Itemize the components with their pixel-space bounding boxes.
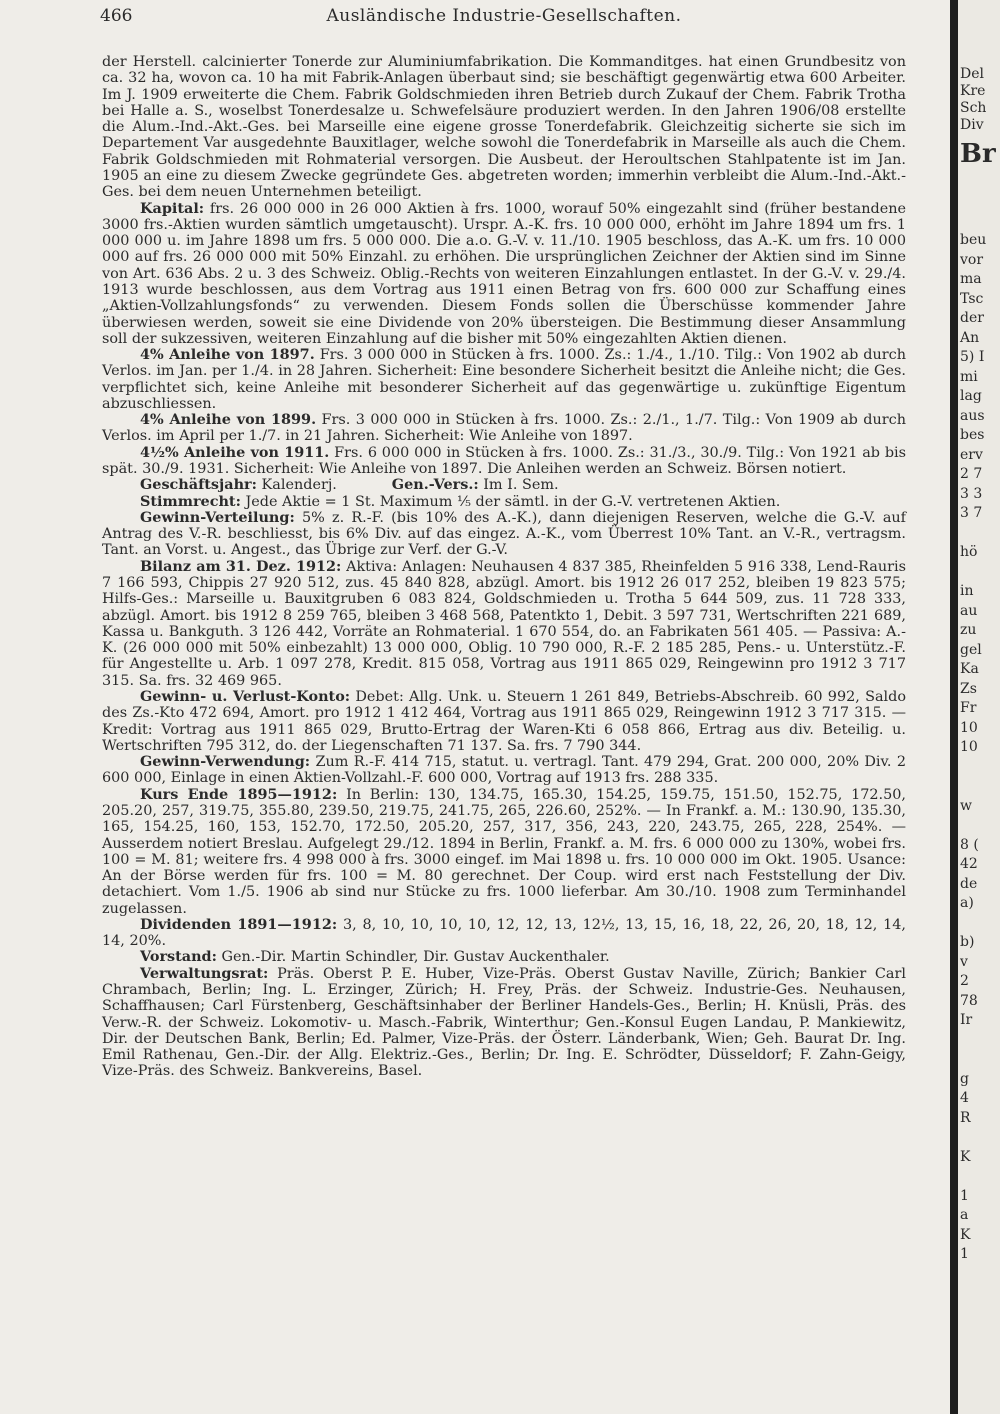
anleihe-1899-section <box>102 412 906 445</box>
next-page-fragment: vor <box>960 251 984 268</box>
verwaltungsrat-section <box>102 966 906 1080</box>
next-page-fragment: a <box>960 1207 969 1223</box>
kapital-label: Kapital: <box>140 199 205 217</box>
anleihe-1899-text: Frs. 3 000 000 in Stücken à frs. 1000. Zs.: 2./1., 1./7. Tilg.: Von 1909 ab durch Verlos. im April per 1./7. in 21 Jahren. Sicherheit: Wie Anleihe von 1897. <box>102 412 906 445</box>
geschaeftsjahr-label: Geschäftsjahr: <box>140 476 257 494</box>
next-page-fragment: Ir <box>960 1012 973 1028</box>
stimmrecht-label: Stimmrecht: <box>140 492 241 510</box>
dividenden-label: Dividenden 1891—1912: <box>140 915 338 933</box>
running-title: Ausländische Industrie-Gesellschaften. <box>326 6 682 26</box>
page-number: 466 <box>100 6 133 26</box>
next-page-fragment: gel <box>960 641 982 658</box>
verwaltungsrat-text: Präs. Oberst P. E. Huber, Vize-Präs. Oberst Gustav Naville, Zürich; Bankier Carl Chrambach, Berlin; Ing. L. Erzinger, Zürich; H. Frey, Präs. der Schweiz. Industrie-Ges. Neuhausen, Schaffhausen; Carl Fürstenberg, Geschäftsinhaber der Berliner Handels-Ges., Berlin; H. Knüsli, Präs. des Verw.-R. der Schweiz. Lokomotiv- u. Masch.-Fabrik, Winterthur; Gen.-Konsul Eugen Landau, P. Mankiewitz, Dir. der Deutschen Bank, Berlin; Ed. Palmer, Vize-Präs. der Österr. Länderbank, Wien; Geh. Baurat Dr. Ing. Emil Rathenau, Gen.-Dir. der Allg. Elektriz.-Ges., Berlin; Dr. Ing. E. Schrödter, Düsseldorf; F. Zahn-Geigy, Vize-Präs. des Schweiz. Bankvereins, Basel. <box>102 965 906 1080</box>
next-page-fragment: w <box>960 797 972 814</box>
next-page-fragment: 4 <box>960 1090 969 1106</box>
book-gutter <box>950 0 958 1414</box>
anleihe-1911-label: 4½% Anleihe von 1911. <box>140 443 330 461</box>
vorstand-section <box>102 949 906 965</box>
next-page-fragment: erv <box>960 446 983 463</box>
kurs-text: In Berlin: 130, 134.75, 165.30, 154.25, 159.75, 151.50, 152.75, 172.50, 205.20, 257, 319.75, 355.80, 239.50, 219.75, 241.75, 265, 226.60, 252%. — In Frankf. a. M.: 130.90, 135.30, 165, 154.25, 160, 153, 152.70, 172.50, 205.20, 257, 317, 356, 243, 220, 243.75, 265, 228, 254%. — Ausserdem notiert Breslau. Aufgelegt 29./12. 1894 in Berlin, Frankf. a. M. frs. 6 000 000 zu 130%, wobei frs. 100 = M. 81; weitere frs. 4 998 000 à frs. 3000 eingef. im Mai 1898 u. frs. 10 000 000 im Okt. 1905. Usance: An der Börse werden für frs. 100 = M. 80 gerechnet. Der Coup. wird erst nach Feststellung der Div. detachiert. Vom 1./5. 1906 ab sind nur Stücke zu frs. 1000 lieferbar. Am 30./10. 1908 zum Terminhandel zugelassen. <box>102 786 906 917</box>
anleihe-1899-label: 4% Anleihe von 1899. <box>140 411 317 429</box>
next-page-fragment: An <box>960 329 980 346</box>
next-page-fragment: 2 <box>960 973 969 989</box>
next-page-fragment: 10 <box>960 719 978 736</box>
next-page-fragment: 3 7 <box>960 505 983 521</box>
anleihe-1897-section <box>102 347 906 412</box>
next-page-fragment: bes <box>960 427 985 443</box>
guv-section <box>102 689 906 754</box>
gewinnverteilung-text: 5% z. R.-F. (bis 10% des A.-K.), dann diejenigen Reserven, welche die G.-V. auf Antrag des V.-R. beschliesst, bis 6% Div. auf das eingez. A.-K., vom Überrest 10% Tant. an V.-R., vertragsm. Tant. an Vorst. u. Angest., das Übrige zur Verf. der G.-V. <box>102 509 907 559</box>
next-page-fragment: mi <box>960 368 978 385</box>
anleihe-1897-text: Frs. 3 000 000 in Stücken à frs. 1000. Zs.: 1./4., 1./10. Tilg.: Von 1902 ab durch Verlos. im Jan. per 1./4. in 28 Jahren. Sicherheit: Eine besondere Sicherheit besitzt die Anleihe nicht; die Ges. verpflichtet sich, keine Anleihe mit besonderer Sicherheit auf das gegenwärtige u. zukünftige Eigentum abzuschliessen. <box>102 347 906 412</box>
next-page-fragment: R <box>960 1109 971 1126</box>
next-page-fragment: ma <box>960 271 982 287</box>
next-page-fragment: a) <box>960 895 974 911</box>
bilanz-label: Bilanz am 31. Dez. 1912: <box>140 557 342 575</box>
next-page-fragment: Zs <box>960 680 977 697</box>
vorstand-text: Gen.-Dir. Martin Schindler, Dir. Gustav Auckenthaler. <box>221 949 610 966</box>
next-page-fragment: 2 7 <box>960 466 983 482</box>
next-page-fragment: 78 <box>960 992 978 1009</box>
anleihe-1911-text: Frs. 6 000 000 in Stücken à frs. 1000. Zs.: 31./3., 30./9. Tilg.: Von 1921 ab bis spät. 30./9. 1931. Sicherheit: Wie Anleihe von 1897. Die Anleihen werden an Schweiz. Börsen notiert. <box>102 444 907 478</box>
next-page-fragment: v <box>960 953 968 970</box>
next-page-fragment: Del <box>960 66 984 82</box>
next-page-fragment: Ka <box>960 661 979 677</box>
next-page-fragment: in <box>960 583 974 599</box>
next-page-fragment: zu <box>960 622 977 638</box>
gewinnverwendung-label: Gewinn-Verwendung: <box>140 753 311 771</box>
next-page-fragment: 3 3 <box>960 485 983 502</box>
kurs-section <box>102 787 906 917</box>
intro-paragraph: der Herstell. calcinierter Tonerde zur Aluminiumfabrikation. Die Kommanditges. hat einen Grundbesitz von ca. 32 ha, wovon ca. 10 ha mit Fabrik-Anlagen überbaut sind; sie beschäftigt gegenwärtig etwa 600 Arbeiter. Im J. 1909 erweiterte die Chem. Fabrik Goldschmieden ihren Betrieb durch Zukauf der Chem. Fabrik Trotha bei Halle a. S., woselbst Tonerdesalze u. Schwefelsäure produziert werden. In den Jahren 1906/08 erstellte die Alum.-Ind.-Akt.-Ges. bei Marseille eine eigene grosse Tonerdefabrik. Gleichzeitig sicherte sie sich im Departement Var ausgedehnte Bauxitlager, welche sowohl die Tonerdefabrik in Marseille als auch die Chem. Fabrik Goldschmieden mit Rohmaterial versorgen. Die Ausbeut. der Heroultschen Stahlpatente ist im Jan. 1905 an eine zu diesem Zwecke gegründete Ges. abgetreten worden; immerhin verbleibt die Alum.-Ind.-Akt.-Ges. bei dem neuen Unternehmen beteiligt. <box>102 54 906 201</box>
next-page-fragment: 8 ( <box>960 836 979 853</box>
next-page-fragment: g <box>960 1070 969 1087</box>
anleihe-1911-section <box>102 445 906 478</box>
kurs-label: Kurs Ende 1895—1912: <box>140 785 338 803</box>
next-page-fragment: lag <box>960 388 982 404</box>
bilanz-text: Aktiva: Anlagen: Neuhausen 4 837 385, Rheinfelden 5 916 338, Lend-Rauris 7 166 593, Chippis 27 920 512, zus. 45 840 828, abzügl. Amort. bis 1912 26 017 252, bleiben 19 823 575; Hilfs-Ges.: Marseille u. Bauxitgruben 6 083 824, Goldschmieden u. Trotha 5 644 509, zus. 11 728 333, abzügl. Amort. bis 1912 8 259 765, bleiben 3 468 568, Patentkto 1, Debit. 3 597 731, Wertschriften 221 689, Kassa u. Bankguth. 3 126 442, Vorräte an Rohmaterial. 1 670 554, do. an Fabrikaten 561 405. — Passiva: A.-K. (26 000 000 mit 50% einbezahlt) 13 000 000, Oblig. 10 790 000, R.-F. 2 185 285, Pens.- u. Unterstütz.-F. für Angestellte u. Arb. 1 097 278, Kredit. 815 058, Vortrag aus 1911 865 029, Reingewinn pro 1912 3 717 315. Sa. frs. 32 469 965. <box>102 558 906 689</box>
bilanz-section <box>102 559 906 689</box>
guv-label: Gewinn- u. Verlust-Konto: <box>140 687 351 705</box>
next-page-fragment: au <box>960 602 978 619</box>
next-page-fragment: aus <box>960 407 985 424</box>
kapital-text: frs. 26 000 000 in 26 000 Aktien à frs. 1000, worauf 50% eingezahlt sind (früher bestandene 3000 frs.-Aktien wurden sämtlich umgetauscht). Urspr. A.-K. frs. 10 000 000, erhöht im Jahre 1894 um frs. 1 000 000 u. im Jahre 1898 um frs. 5 000 000. Die a.o. G.-V. v. 11./10. 1905 beschloss, das A.-K. um frs. 10 000 000 auf frs. 26 000 000 mit 50% Einzahl. zu erhöhen. Die ursprünglichen Zeichner der Aktien sind im Sinne von Art. 636 Abs. 2 u. 3 des Schweiz. Oblig.-Rechts von weiteren Einzahlungen entlastet. In der G.-V. v. 29./4. 1913 wurde beschlossen, aus dem Vortrag aus 1911 einen Betrag von frs. 600 000 zur Schaffung eines „Aktien-Vollzahlungsfonds“ zu verwenden. Diesem Fonds sollen die Überschüsse kommender Jahre überwiesen werden, soweit sie eine Dividende von 20% übersteigen. Die Bestimmung dieser Ansammlung soll der sukzessiven, weiteren Einzahlung auf die bisher mit 50% eingezahlten Aktien dienen. <box>102 200 906 347</box>
next-page-fragment: 5) I <box>960 349 985 365</box>
next-page-fragment: 10 <box>960 739 978 755</box>
next-page-fragment: hö <box>960 544 978 560</box>
next-page-heading-fragment: Br <box>960 139 996 169</box>
next-page-fragment: K <box>960 1226 971 1243</box>
next-page-fragment: b) <box>960 934 975 950</box>
next-page-fragment: Fr <box>960 700 977 716</box>
next-page-fragment: Div <box>960 117 984 133</box>
verwaltungsrat-label: Verwaltungsrat: <box>140 964 269 982</box>
next-page-fragment: beu <box>960 232 987 248</box>
dividenden-text: 3, 8, 10, 10, 10, 10, 12, 12, 13, 12½, 13, 15, 16, 18, 22, 26, 20, 18, 12, 14, 14, 20%. <box>102 916 906 950</box>
vorstand-label: Vorstand: <box>140 948 217 966</box>
next-page-fragment: Sch <box>960 100 987 116</box>
page-header <box>100 6 908 34</box>
next-page-fragment: Tsc <box>960 290 984 307</box>
stimmrecht-section <box>102 494 906 510</box>
guv-text: Debet: Allg. Unk. u. Steuern 1 261 849, Betriebs-Abschreib. 60 992, Saldo des Zs.-Kto 472 694, Amort. pro 1912 1 412 464, Vortrag aus 1911 865 029, Reingewinn 1912 3 717 315. — Kredit: Vortrag aus 1911 865 029, Brutto-Ertrag der Waren-Kti 6 058 866, Ertrag aus div. Beteilig. u. Wertschriften 795 312, do. der Liegenschaften 71 137. Sa. frs. 7 790 344. <box>102 688 907 754</box>
genvers-label: Gen.-Vers.: <box>391 476 479 494</box>
gewinnverwendung-section <box>102 754 906 787</box>
next-page-fragment: de <box>960 875 978 892</box>
next-page-fragment: K <box>960 1148 971 1165</box>
genvers-text: Im I. Sem. <box>483 477 559 494</box>
kapital-section <box>102 201 906 348</box>
dividenden-section <box>102 917 906 950</box>
page-body <box>102 54 906 1080</box>
gewinnverteilung-label: Gewinn-Verteilung: <box>140 508 295 526</box>
geschaeftsjahr-text: Kalenderj. <box>261 477 337 494</box>
next-page-fragment: 1 <box>960 1246 969 1262</box>
next-page-fragment: Kre <box>960 83 986 99</box>
next-page-fragment: der <box>960 310 984 326</box>
gewinnverwendung-text: Zum R.-F. 414 715, statut. u. vertragl. Tant. 479 294, Grat. 200 000, 20% Div. 2 600 000, Einlage in einen Aktien-Vollzahl.-F. 600 000, Vortrag auf 1913 frs. 288 335. <box>102 754 906 787</box>
anleihe-1897-label: 4% Anleihe von 1897. <box>140 346 315 364</box>
stimmrecht-text: Jede Aktie = 1 St. Maximum ⅕ der sämtl. in der G.-V. vertretenen Aktien. <box>245 493 781 510</box>
next-page-edge <box>958 0 1000 1414</box>
next-page-fragment: 42 <box>960 856 978 872</box>
next-page-fragment: 1 <box>960 1187 969 1204</box>
geschaeftsjahr-genvers-line <box>102 477 906 493</box>
gewinnverteilung-section <box>102 510 906 559</box>
